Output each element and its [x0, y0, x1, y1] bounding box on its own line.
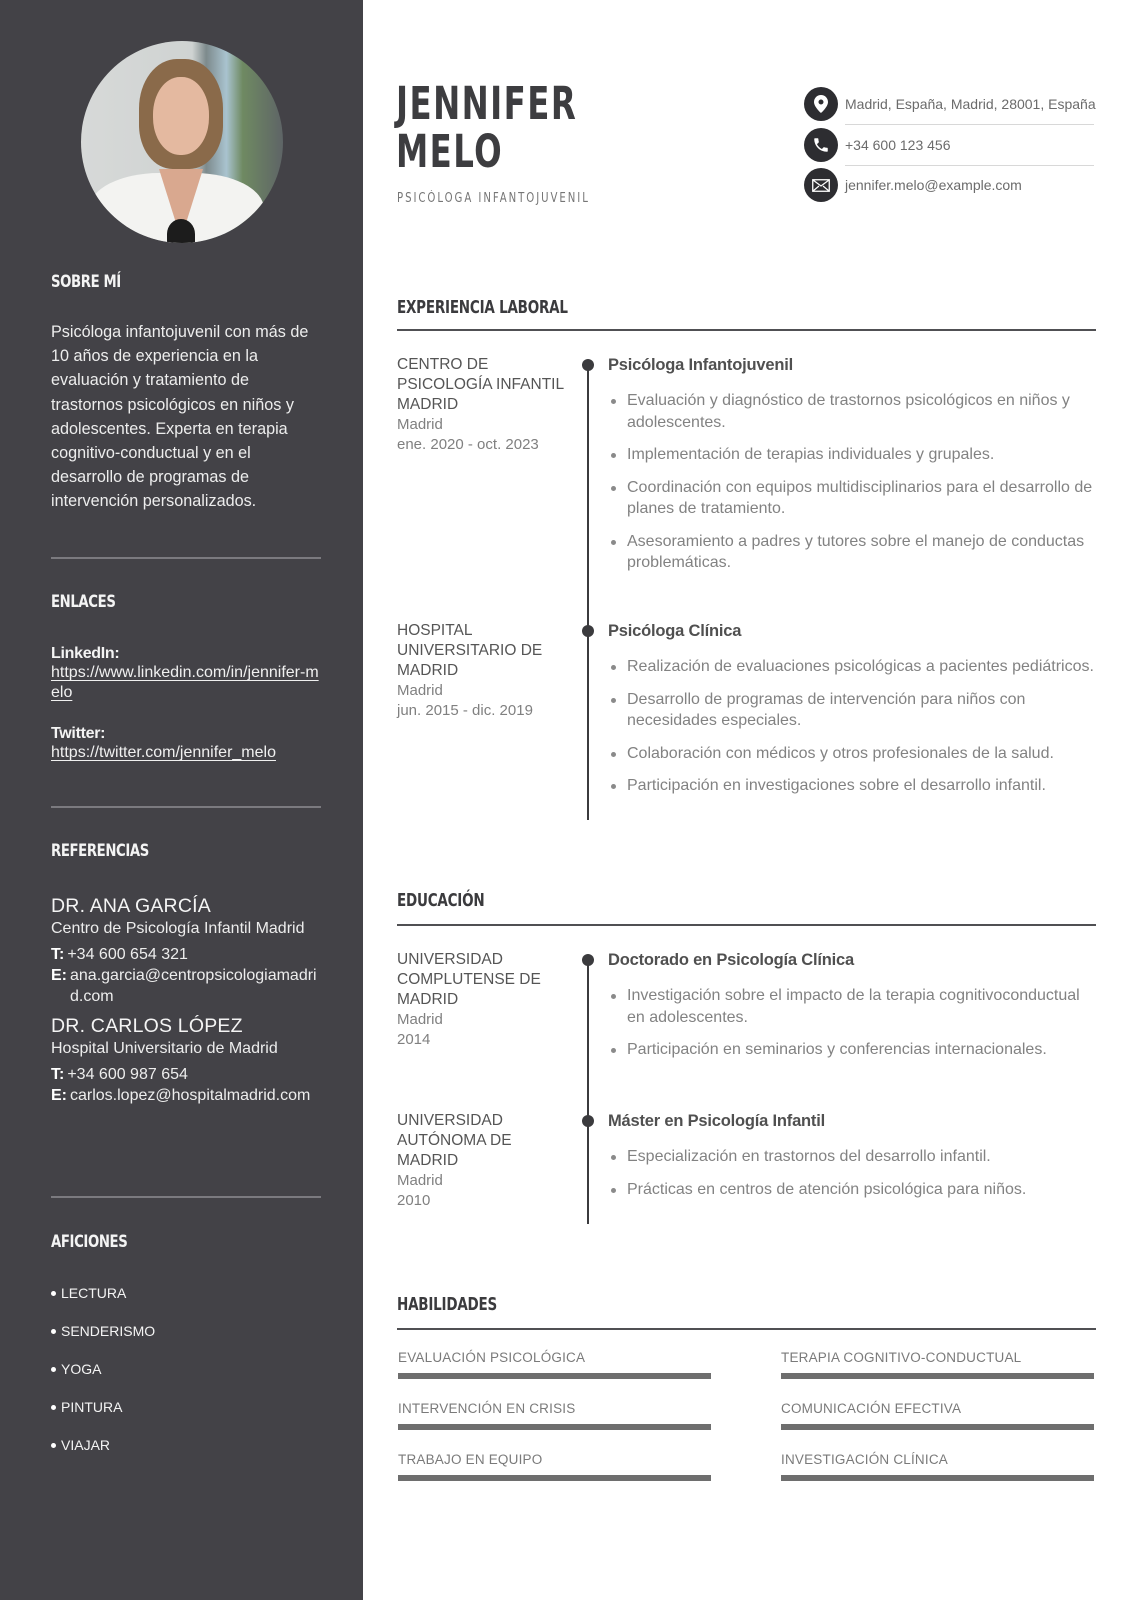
dates: ene. 2020 - oct. 2023: [397, 436, 539, 453]
section-rule: [397, 1328, 1096, 1330]
skills-heading: HABILIDADES: [397, 1294, 498, 1315]
skill-bar: [398, 1475, 711, 1481]
hobby-item: VIAJAR: [51, 1426, 321, 1464]
reference-phone: T: +34 600 654 321: [51, 946, 188, 963]
timeline-dot-icon: [582, 954, 594, 966]
experience-org-info: [397, 621, 567, 721]
list-item: Coordinación con equipos multidisciplinarios para el desarrollo de planes de tratamiento.: [608, 477, 1098, 520]
phone-icon: [804, 128, 838, 162]
bullet-icon: [51, 1329, 56, 1334]
skill-item: [398, 1452, 711, 1481]
skill-label: EVALUACIÓN PSICOLÓGICA: [398, 1350, 586, 1365]
reference-email: E: carlos.lopez@hospitalmadrid.com: [51, 1087, 311, 1104]
contact-phone: +34 600 123 456: [804, 127, 951, 163]
responsibilities-list: [608, 390, 1098, 574]
timeline-line: [587, 364, 589, 820]
location: Madrid: [397, 1172, 443, 1189]
reference-item: [51, 1014, 321, 1106]
skill-item: [398, 1350, 711, 1379]
references-section: [51, 841, 321, 1106]
location: Madrid: [397, 1011, 443, 1028]
contact-address: Madrid, España, Madrid, 28001, España: [804, 86, 1096, 122]
education-heading: EDUCACIÓN: [397, 890, 485, 911]
hobby-item: SENDERISMO: [51, 1312, 321, 1350]
degree-title: Máster en Psicología Infantil: [608, 1112, 825, 1130]
contact-divider: [845, 124, 1094, 125]
list-item: Implementación de terapias individuales y grupales.: [608, 444, 1098, 466]
divider: [51, 557, 321, 559]
skill-item: [781, 1452, 1094, 1481]
reference-name: DR. CARLOS LÓPEZ: [51, 1015, 243, 1037]
bullet-icon: [51, 1367, 56, 1372]
twitter-link[interactable]: https://twitter.com/jennifer_melo: [51, 744, 276, 761]
dates: 2010: [397, 1192, 431, 1209]
skill-bar: [398, 1373, 711, 1379]
section-rule: [397, 329, 1096, 331]
list-item: Colaboración con médicos y otros profesionales de la salud.: [608, 743, 1098, 765]
link-twitter: [51, 725, 321, 763]
reference-item: [51, 894, 321, 1007]
list-item: Asesoramiento a padres y tutores sobre el manejo de conductas problemáticas.: [608, 531, 1098, 574]
degree-title: Doctorado en Psicología Clínica: [608, 951, 854, 969]
job-title: PSICÓLOGA INFANTOJUVENIL: [397, 191, 590, 206]
org-name: HOSPITAL UNIVERSITARIO DE MADRID: [397, 622, 543, 679]
list-item: Desarrollo de programas de intervención para niños con necesidades especiales.: [608, 689, 1098, 732]
link-label: LinkedIn:: [51, 645, 120, 662]
dates: 2014: [397, 1031, 431, 1048]
hobby-item: PINTURA: [51, 1388, 321, 1426]
hobbies-heading: AFICIONES: [51, 1232, 128, 1252]
location: Madrid: [397, 416, 443, 433]
experience-details: [608, 621, 1098, 808]
hobby-item: LECTURA: [51, 1274, 321, 1312]
list-item: Investigación sobre el impacto de la terapia cognitivoconductual en adolescentes.: [608, 985, 1098, 1028]
links-heading: ENLACES: [51, 592, 116, 612]
contact-email: jennifer.melo@example.com: [804, 167, 1022, 203]
experience-heading: EXPERIENCIA LABORAL: [397, 297, 568, 318]
education-details: [608, 950, 1098, 1072]
bullet-icon: [51, 1291, 56, 1296]
experience-details: [608, 355, 1098, 585]
skill-label: INVESTIGACIÓN CLÍNICA: [781, 1452, 948, 1467]
responsibilities-list: [608, 656, 1098, 797]
org-name: CENTRO DE PSICOLOGÍA INFANTIL MADRID: [397, 356, 564, 413]
list-item: Especialización en trastornos del desarrollo infantil.: [608, 1146, 1098, 1168]
bullet-icon: [51, 1443, 56, 1448]
education-org-info: [397, 1111, 567, 1211]
education-org-info: [397, 950, 567, 1050]
timeline-line: [587, 958, 589, 1224]
list-item: Prácticas en centros de atención psicológica para niños.: [608, 1179, 1098, 1201]
skill-label: TERAPIA COGNITIVO-CONDUCTUAL: [781, 1350, 1022, 1365]
skill-bar: [781, 1475, 1094, 1481]
list-item: Evaluación y diagnóstico de trastornos psicológicos en niños y adolescentes.: [608, 390, 1098, 433]
sidebar: [0, 0, 363, 1600]
location-pin-icon: [804, 87, 838, 121]
skill-label: INTERVENCIÓN EN CRISIS: [398, 1401, 576, 1416]
contact-divider: [845, 165, 1094, 166]
profile-photo: [81, 41, 283, 243]
about-section: [51, 272, 321, 514]
skill-label: COMUNICACIÓN EFECTIVA: [781, 1401, 962, 1416]
about-heading: SOBRE MÍ: [51, 272, 121, 292]
skill-item: [781, 1350, 1094, 1379]
skill-item: [398, 1401, 711, 1430]
candidate-name: JENNIFER MELO: [396, 77, 578, 178]
hobby-item: YOGA: [51, 1350, 321, 1388]
skill-bar: [781, 1424, 1094, 1430]
timeline-dot-icon: [582, 625, 594, 637]
linkedin-link[interactable]: https://www.linkedin.com/in/jennifer-melo: [51, 664, 319, 701]
education-list: [608, 985, 1098, 1061]
divider: [51, 806, 321, 808]
link-label: Twitter:: [51, 725, 106, 742]
hobbies-list: [51, 1274, 321, 1464]
timeline-dot-icon: [582, 1115, 594, 1127]
education-details: [608, 1111, 1098, 1211]
references-heading: REFERENCIAS: [51, 841, 149, 861]
experience-org-info: [397, 355, 567, 455]
role-title: Psicóloga Clínica: [608, 622, 742, 640]
skill-item: [781, 1401, 1094, 1430]
divider: [51, 1196, 321, 1198]
link-linkedin: [51, 645, 321, 703]
reference-name: DR. ANA GARCÍA: [51, 895, 211, 917]
location: Madrid: [397, 682, 443, 699]
list-item: Participación en investigaciones sobre el desarrollo infantil.: [608, 775, 1098, 797]
skill-bar: [781, 1373, 1094, 1379]
skill-bar: [398, 1424, 711, 1430]
about-text: Psicóloga infantojuvenil con más de 10 años de experiencia en la evaluación y tratamiento de trastornos psicológicos en niños y adolescentes. Experta en terapia cognitivo-conductual y en el desarrollo de programas de intervención personalizados.: [51, 323, 309, 511]
bullet-icon: [51, 1405, 56, 1410]
institution-name: UNIVERSIDAD AUTÓNOMA DE MADRID: [397, 1112, 512, 1169]
list-item: Realización de evaluaciones psicológicas a pacientes pediátricos.: [608, 656, 1098, 678]
role-title: Psicóloga Infantojuvenil: [608, 356, 793, 374]
list-item: Participación en seminarios y conferencias internacionales.: [608, 1039, 1098, 1061]
institution-name: UNIVERSIDAD COMPLUTENSE DE MADRID: [397, 951, 541, 1008]
timeline-dot-icon: [582, 359, 594, 371]
section-rule: [397, 924, 1096, 926]
reference-email: E: ana.garcia@centropsicologiamadrid.com: [51, 967, 317, 1005]
reference-org: Hospital Universitario de Madrid: [51, 1040, 278, 1057]
reference-org: Centro de Psicología Infantil Madrid: [51, 920, 305, 937]
skill-label: TRABAJO EN EQUIPO: [398, 1452, 543, 1467]
reference-phone: T: +34 600 987 654: [51, 1066, 188, 1083]
links-section: [51, 592, 321, 763]
education-list: [608, 1146, 1098, 1200]
dates: jun. 2015 - dic. 2019: [397, 702, 533, 719]
envelope-icon: [804, 168, 838, 202]
hobbies-section: [51, 1232, 321, 1464]
